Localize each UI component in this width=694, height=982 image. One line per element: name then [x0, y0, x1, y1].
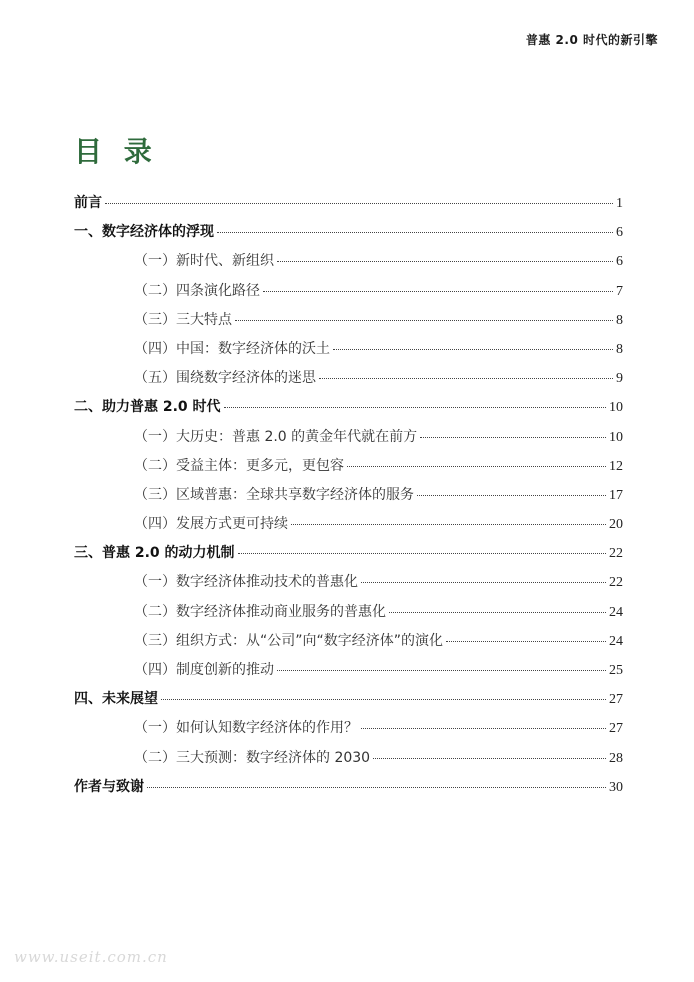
toc-leader-dots — [446, 641, 606, 642]
toc-entry-label: 二、助力普惠 2.0 时代 — [74, 399, 221, 416]
toc-entry-label: （一）如何认知数字经济体的作用？ — [134, 720, 358, 737]
toc-page-number: 27 — [609, 721, 623, 737]
toc-page-number: 6 — [616, 225, 623, 241]
toc-section-entry[interactable] — [74, 368, 623, 397]
toc-leader-dots — [347, 466, 606, 467]
toc-page-number: 30 — [609, 779, 623, 795]
toc-leader-dots — [147, 787, 606, 788]
toc-leader-dots — [373, 758, 606, 759]
toc-entry-label: 三、普惠 2.0 的动力机制 — [74, 545, 235, 562]
toc-page-number: 1 — [616, 196, 623, 211]
running-header-title: 普惠 2.0 时代的新引擎 — [525, 33, 658, 47]
toc-section-entry[interactable] — [74, 514, 623, 543]
toc-entry-label: （二）数字经济体推动商业服务的普惠化 — [134, 603, 386, 620]
toc-entry-label: （二）四条演化路径 — [134, 282, 260, 299]
toc-chapter-entry[interactable] — [74, 397, 623, 426]
toc-section-entry[interactable] — [74, 310, 623, 339]
toc-entry-label: 作者与致谢 — [74, 778, 144, 795]
toc-entry-label: （五）围绕数字经济体的迷思 — [134, 370, 316, 387]
toc-entry-label: （一）数字经济体推动技术的普惠化 — [134, 574, 358, 591]
toc-section-entry[interactable] — [74, 602, 623, 631]
toc-entry-label: （三）组织方式：从“公司”向“数字经济体”的演化 — [134, 632, 444, 649]
toc-page-number: 6 — [616, 254, 623, 270]
toc-leader-dots — [417, 495, 606, 496]
toc-section-entry[interactable] — [74, 572, 623, 601]
toc-leader-dots — [235, 320, 613, 321]
toc-page-number: 27 — [609, 692, 623, 708]
toc-entry-label: 前言 — [74, 195, 102, 211]
toc-page-number: 28 — [609, 750, 623, 766]
toc-page-number: 7 — [616, 283, 623, 299]
toc-leader-dots — [277, 261, 613, 262]
toc-entry-label: （一）新时代、新组织 — [134, 253, 274, 270]
toc-page-number: 17 — [609, 487, 623, 503]
toc-chapter-entry[interactable] — [74, 689, 623, 718]
toc-chapter-entry[interactable] — [74, 543, 623, 572]
toc-entry-label: （四）发展方式更可持续 — [134, 516, 288, 533]
toc-section-entry[interactable] — [74, 660, 623, 689]
toc-leader-dots — [105, 203, 613, 204]
toc-page-number: 12 — [609, 458, 623, 474]
toc-section-entry[interactable] — [74, 339, 623, 368]
toc-section-entry[interactable] — [74, 748, 623, 777]
toc-page-number: 24 — [609, 604, 623, 620]
toc-leader-dots — [333, 349, 613, 350]
toc-entry-label: （四）中国：数字经济体的沃土 — [134, 340, 330, 357]
toc-page-number: 10 — [609, 429, 623, 445]
toc-page-number: 22 — [609, 575, 623, 591]
toc-leader-dots — [291, 524, 606, 525]
toc-leader-dots — [420, 437, 606, 438]
toc-section-entry[interactable] — [74, 485, 623, 514]
toc-entry-label: （三）区域普惠：全球共享数字经济体的服务 — [134, 486, 414, 503]
toc-leader-dots — [319, 378, 613, 379]
toc-entry-label: （三）三大特点 — [134, 311, 232, 328]
toc-page-number: 20 — [609, 517, 623, 533]
toc-entry-label: （二）受益主体：更多元，更包容 — [134, 457, 344, 474]
toc-leader-dots — [238, 553, 606, 554]
toc-chapter-entry[interactable] — [74, 193, 623, 222]
toc-page-number: 24 — [609, 633, 623, 649]
toc-page-number: 8 — [616, 312, 623, 328]
toc-section-entry[interactable] — [74, 427, 623, 456]
watermark: www.useit.com.cn — [14, 948, 168, 966]
toc-section-entry[interactable] — [74, 281, 623, 310]
toc-page-number: 22 — [609, 546, 623, 562]
toc-page-number: 9 — [616, 371, 623, 387]
toc-title: 目 录 — [74, 135, 158, 168]
toc-leader-dots — [389, 612, 606, 613]
toc-entry-label: （四）制度创新的推动 — [134, 662, 274, 678]
toc-section-entry[interactable] — [74, 456, 623, 485]
toc-entry-label: （一）大历史：普惠 2.0 的黄金年代就在前方 — [134, 428, 418, 445]
toc-section-entry[interactable] — [74, 631, 623, 660]
toc-section-entry[interactable] — [74, 718, 623, 747]
toc-page-number: 8 — [616, 341, 623, 357]
toc-leader-dots — [217, 232, 613, 233]
toc-page-number: 10 — [609, 400, 623, 416]
toc-chapter-entry[interactable] — [74, 777, 623, 806]
toc-leader-dots — [361, 728, 606, 729]
table-of-contents — [74, 193, 623, 806]
toc-entry-label: 四、未来展望 — [74, 691, 158, 708]
toc-leader-dots — [361, 582, 606, 583]
toc-section-entry[interactable] — [74, 251, 623, 280]
toc-leader-dots — [277, 670, 606, 671]
toc-leader-dots — [224, 407, 606, 408]
toc-entry-label: 一、数字经济体的浮现 — [74, 224, 214, 241]
toc-chapter-entry[interactable] — [74, 222, 623, 251]
toc-leader-dots — [263, 291, 613, 292]
toc-entry-label: （二）三大预测：数字经济体的 2030 — [134, 749, 371, 766]
toc-page-number: 25 — [609, 663, 623, 678]
toc-leader-dots — [161, 699, 606, 700]
